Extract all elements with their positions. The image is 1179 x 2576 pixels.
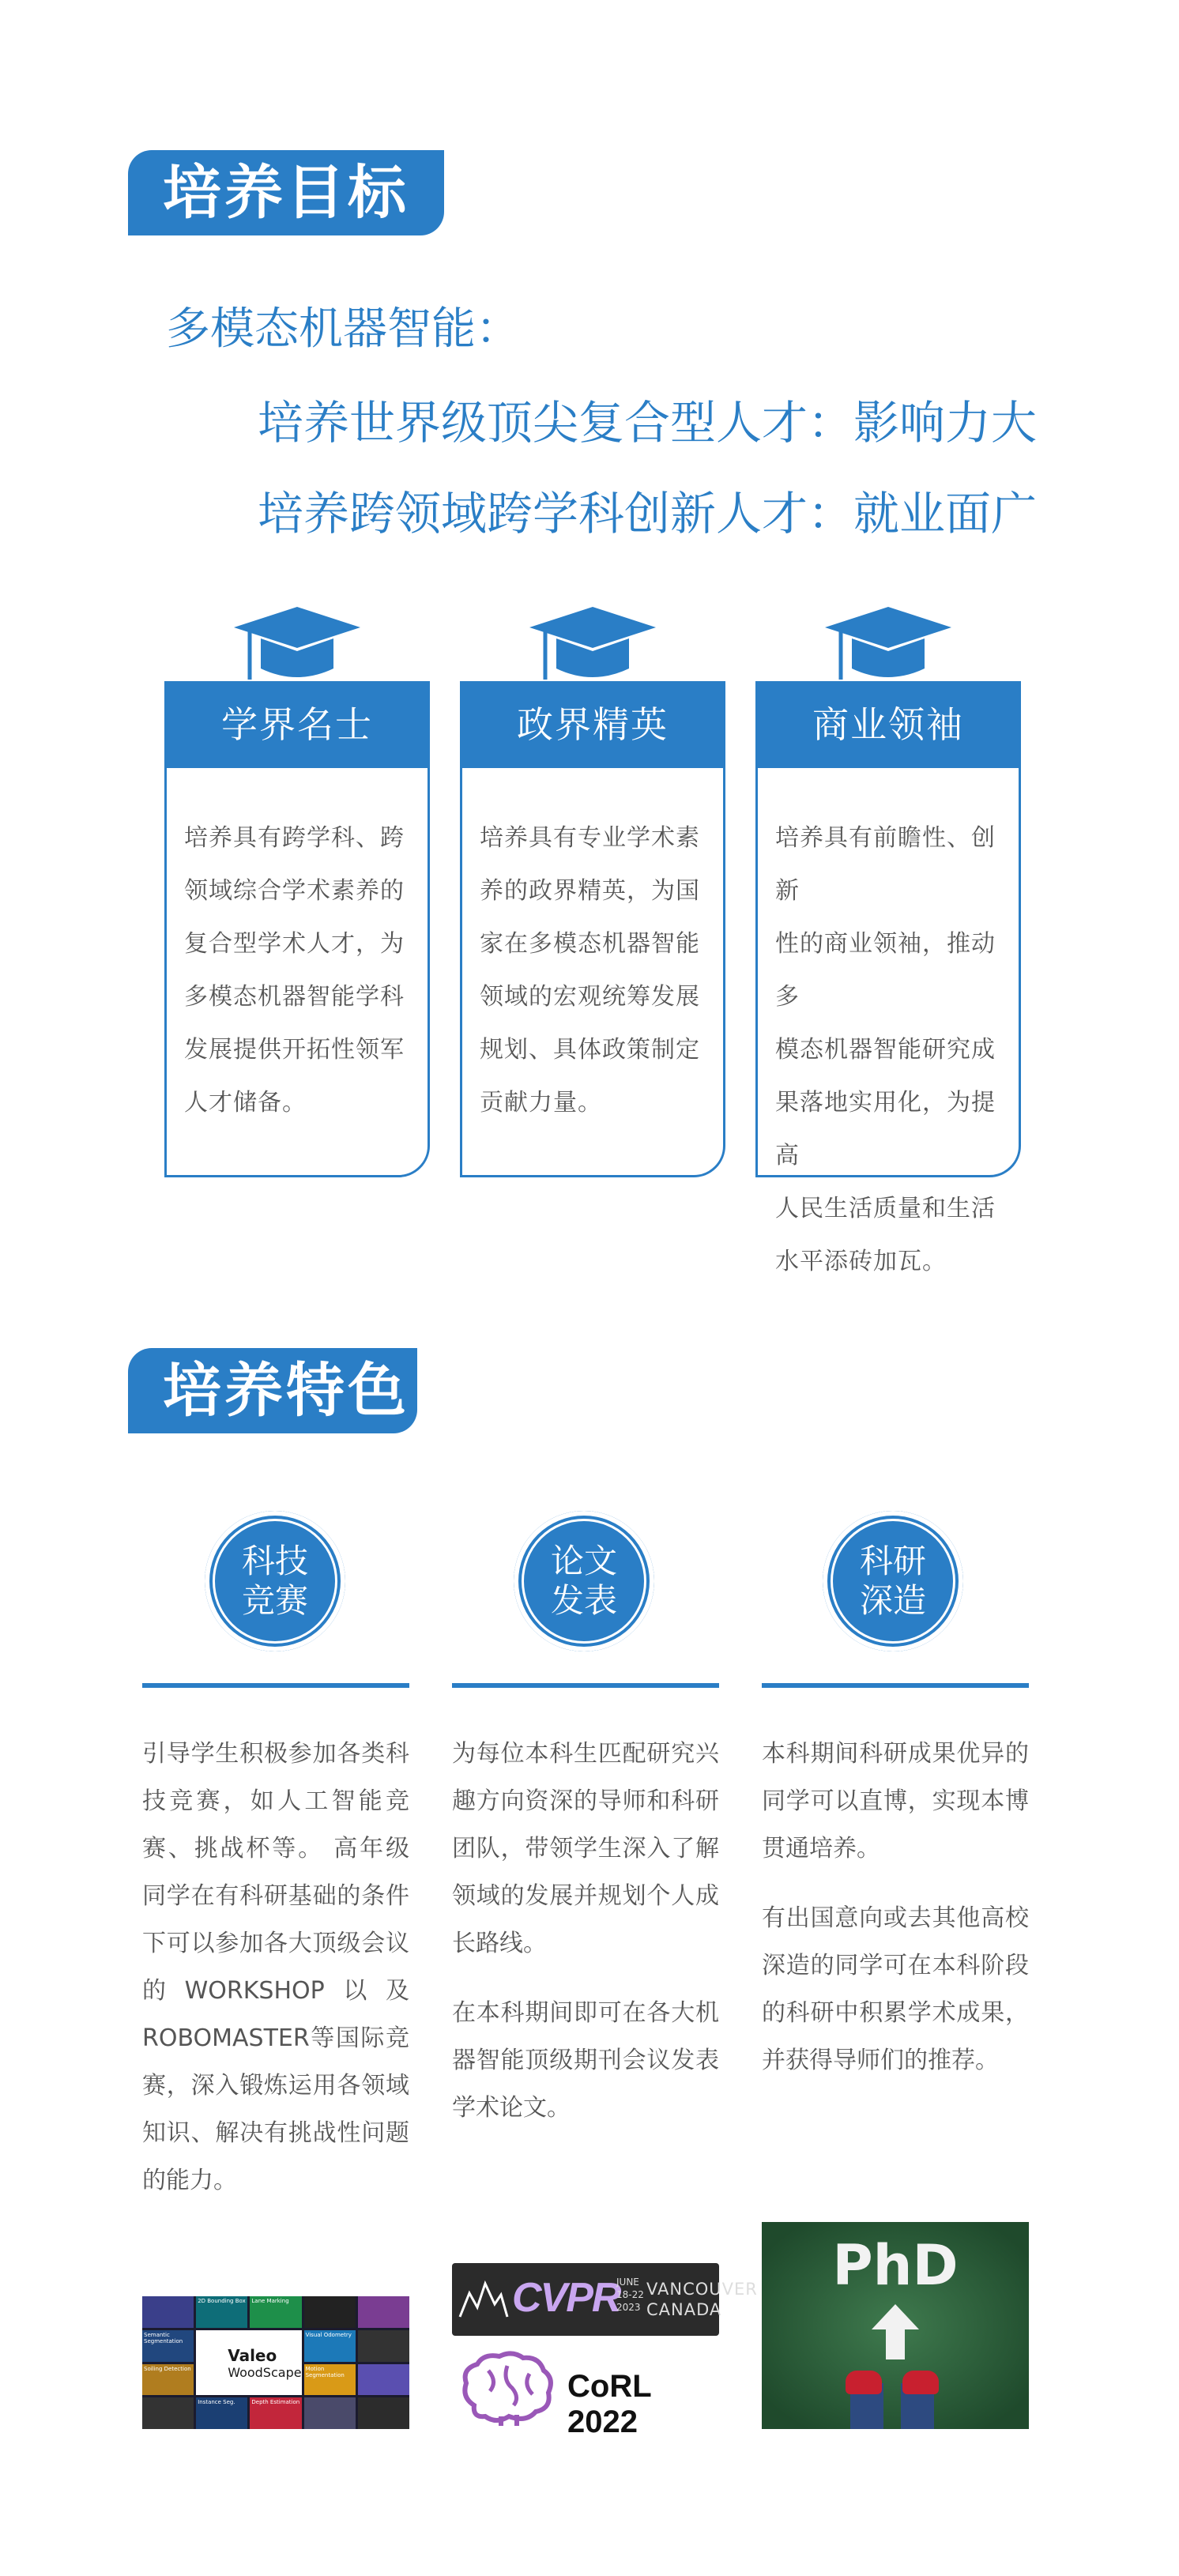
tile-label: Semantic Segmentation xyxy=(142,2330,194,2362)
tile-label: Motion Segmentation xyxy=(304,2364,356,2396)
features-banner: 培养特色 xyxy=(128,1348,417,1433)
card-line: 领域综合学术素养的 xyxy=(184,877,405,905)
card-line: 家在多模态机器智能 xyxy=(480,930,700,958)
tile-label: Instance Seg. xyxy=(196,2397,247,2429)
shoe-icon xyxy=(846,2371,882,2394)
valeo-sub: WoodScape xyxy=(228,2364,302,2380)
circle-text: 竞赛 xyxy=(241,1581,308,1620)
card-title: 商业领袖 xyxy=(755,681,1021,768)
goal-card-academia xyxy=(164,681,430,1177)
card-line: 人民生活质量和生活 xyxy=(775,1195,996,1222)
valeo-brand: Valeo xyxy=(228,2345,277,2365)
graduation-cap-icon xyxy=(234,607,360,683)
card-body xyxy=(775,812,1004,1288)
corl-logo xyxy=(457,2345,722,2439)
tile-label: 2D Bounding Box xyxy=(196,2296,247,2328)
tile-label: Soiling Detection xyxy=(142,2364,194,2396)
phd-text: PhD xyxy=(832,2233,959,2298)
cvpr-text: CVPR xyxy=(512,2275,620,2321)
card-line: 养的政界精英，为国 xyxy=(480,877,700,905)
feature-circle-papers xyxy=(514,1511,654,1651)
corl-text: CoRL 2022 xyxy=(567,2369,651,2439)
tile-label: Visual Odometry xyxy=(304,2330,356,2362)
shoe-icon xyxy=(902,2371,939,2394)
goals-main-text: 多模态机器智能： xyxy=(166,303,520,355)
goal-card-politics xyxy=(460,681,725,1177)
paragraph: 在本科期间即可在各大机器智能顶级期刊会议发表学术论文。 xyxy=(452,1999,719,2122)
tile-label: Lane Marking xyxy=(250,2296,301,2328)
circle-text: 科研 xyxy=(859,1542,926,1580)
feature-circle-research xyxy=(823,1511,963,1651)
card-line: 水平添砖加瓦。 xyxy=(775,1248,947,1275)
card-line: 贡献力量。 xyxy=(480,1089,602,1117)
card-line: 模态机器智能研究成 xyxy=(775,1036,996,1064)
card-line: 培养具有专业学术素 xyxy=(480,824,700,852)
card-line: 多模态机器智能学科 xyxy=(184,983,405,1011)
card-title: 学界名士 xyxy=(164,681,430,768)
cvpr-date: 18-22 xyxy=(616,2289,644,2300)
card-line: 复合型学术人才，为 xyxy=(184,930,405,958)
arrow-up-icon xyxy=(872,2304,919,2359)
cvpr-date: 2023 xyxy=(616,2302,641,2313)
cvpr-country: CANADA xyxy=(646,2300,722,2319)
card-line: 果落地实用化，为提高 xyxy=(775,1089,996,1169)
divider xyxy=(452,1683,719,1688)
divider xyxy=(142,1683,409,1688)
cvpr-city: VANCOUVER xyxy=(646,2280,758,2299)
brain-icon xyxy=(457,2350,558,2426)
card-line: 领域的宏观统筹发展 xyxy=(480,983,700,1011)
valeo-logo xyxy=(196,2330,301,2396)
cvpr-date: JUNE xyxy=(616,2277,639,2288)
card-title: 政界精英 xyxy=(460,681,725,768)
cvpr-location xyxy=(646,2279,758,2320)
cvpr-dates xyxy=(616,2276,644,2314)
feature-text-papers xyxy=(452,1731,719,2154)
valeo-woodscape-image xyxy=(142,2296,409,2429)
card-line: 培养具有跨学科、跨 xyxy=(184,824,405,852)
card-line: 培养具有前瞻性、创新 xyxy=(775,824,996,905)
card-body xyxy=(184,812,413,1129)
graduation-cap-icon xyxy=(529,607,656,683)
feature-circle-competition xyxy=(205,1511,345,1651)
cvpr-mountain-icon xyxy=(460,2277,507,2322)
circle-text: 论文 xyxy=(550,1542,617,1580)
card-line: 人才储备。 xyxy=(184,1089,307,1117)
card-line: 规划、具体政策制定 xyxy=(480,1036,700,1064)
paragraph: 本科期间科研成果优异的同学可以直博，实现本博贯通培养。 xyxy=(762,1740,1029,1862)
card-line: 性的商业领袖，推动多 xyxy=(775,930,996,1011)
goals-line-1: 培养世界级顶尖复合型人才：影响力大 xyxy=(258,396,1038,450)
divider xyxy=(762,1683,1029,1688)
card-line: 发展提供开拓性领军 xyxy=(184,1036,405,1064)
feature-text-research xyxy=(762,1731,1029,2107)
circle-text: 科技 xyxy=(241,1542,308,1580)
feature-text-competition xyxy=(142,1731,409,2227)
phd-chalkboard-image xyxy=(762,2222,1029,2429)
paragraph: 引导学生积极参加各类科技竞赛，如人工智能竞赛、挑战杯等。 高年级同学在有科研基础的条件下可以参加各大顶级会议的WORKSHOP以及ROBOMASTER等国际竞赛，深入锻炼运用各领域知识、解决有挑战性问题的能力。 xyxy=(142,1740,409,2194)
cvpr-logo xyxy=(452,2263,758,2336)
circle-text: 发表 xyxy=(550,1581,617,1620)
goals-line-2: 培养跨领域跨学科创新人才：就业面广 xyxy=(258,487,1038,540)
circle-text: 深造 xyxy=(859,1581,926,1620)
graduation-cap-icon xyxy=(825,607,951,683)
goal-card-business xyxy=(755,681,1021,1275)
paragraph: 为每位本科生匹配研究兴趣方向资深的导师和科研团队，带领学生深入了解领域的发展并规划个人成长路线。 xyxy=(452,1740,719,1957)
goals-banner: 培养目标 xyxy=(128,150,444,235)
card-body xyxy=(480,812,709,1129)
tile-label: Depth Estimation xyxy=(250,2397,301,2429)
paragraph: 有出国意向或去其他高校深造的同学可在本科阶段的科研中积累学术成果，并获得导师们的推荐。 xyxy=(762,1904,1029,2074)
